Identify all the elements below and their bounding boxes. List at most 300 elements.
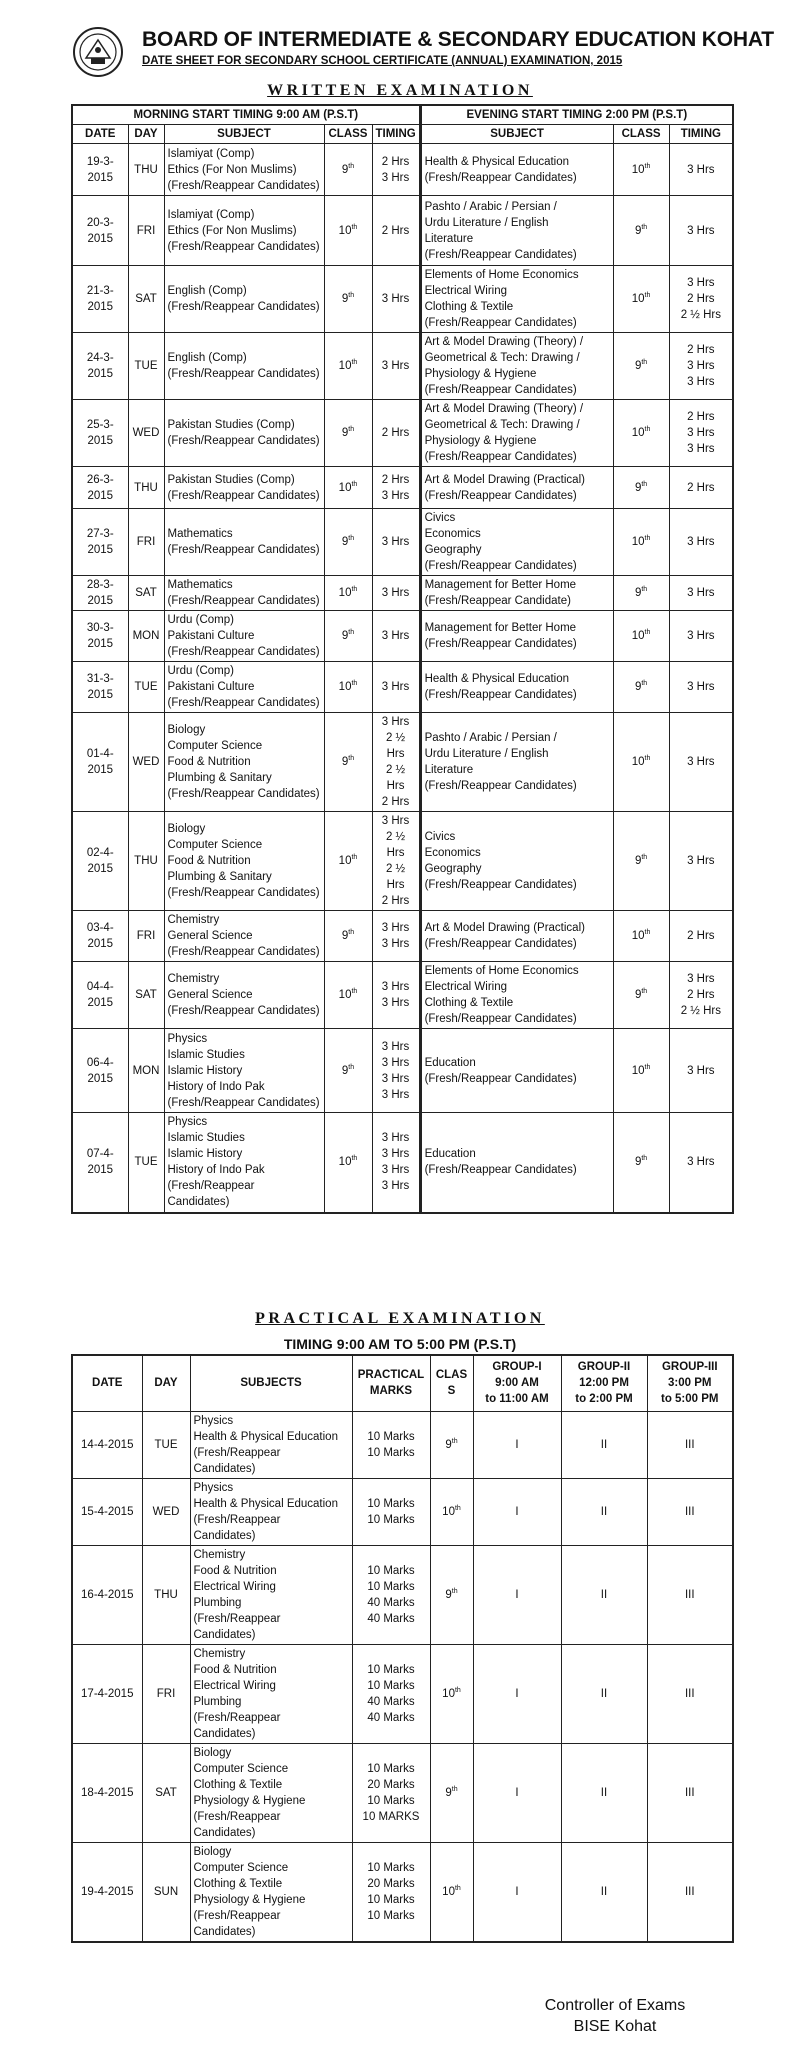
morning-subject-cell-text: Mathematics (Fresh/Reappear Candidates) xyxy=(167,579,320,607)
ordinal-suffix: th xyxy=(454,1884,461,1892)
evening-class-cell-text: 9 xyxy=(634,1156,642,1169)
practical-day-cell-text: SAT xyxy=(155,1786,177,1799)
practical-group1-cell xyxy=(473,1644,561,1743)
morning-timing-cell xyxy=(372,400,420,467)
practical-subjects-cell xyxy=(190,1743,352,1842)
practical-marks-cell-text: 10 Marks 10 Marks xyxy=(367,1430,415,1459)
evening-class-cell xyxy=(613,576,669,611)
evening-subject-cell xyxy=(420,576,613,611)
written-row xyxy=(72,962,733,1029)
ordinal-suffix: th xyxy=(644,292,651,300)
ordinal-suffix: th xyxy=(454,1686,461,1694)
day-cell-text: THU xyxy=(134,855,158,867)
morning-class-cell-text: 9 xyxy=(341,293,349,305)
ordinal-suffix: th xyxy=(644,929,651,937)
evening-timing-cell xyxy=(669,509,733,576)
evening-timing-cell xyxy=(669,576,733,611)
ordinal-suffix: th xyxy=(451,1437,458,1445)
date-cell xyxy=(72,812,128,911)
practical-subjects-cell-text: Physics Health & Physical Education (Fresh/Reappear Candidates) xyxy=(193,1481,338,1542)
morning-timing-cell-text: 3 Hrs xyxy=(381,681,410,693)
written-exam-title: WRITTEN EXAMINATION xyxy=(267,82,533,99)
practical-subjects-cell-text: Physics Health & Physical Education (Fresh/Reappear Candidates) xyxy=(193,1414,338,1475)
evening-class-cell xyxy=(613,1113,669,1213)
morning-class-cell xyxy=(324,1029,372,1113)
morning-class-cell-text: 10 xyxy=(338,224,352,237)
morning-class-cell xyxy=(324,812,372,911)
ordinal-suffix: th xyxy=(351,223,358,231)
morning-class-cell xyxy=(324,713,372,812)
practical-day-cell xyxy=(142,1842,190,1942)
practical-class-cell-text: 10 xyxy=(442,1885,455,1898)
evening-timing-cell xyxy=(669,400,733,467)
evening-subject-cell-text: Civics Economics Geography (Fresh/Reappear Candidates) xyxy=(424,831,577,891)
practical-exam-table xyxy=(71,1354,734,1943)
evening-timing-cell-text: 3 Hrs 2 Hrs 2 ½ Hrs xyxy=(680,973,721,1017)
day-cell-text: THU xyxy=(134,163,158,176)
day-cell xyxy=(128,196,164,266)
morning-timing-cell xyxy=(372,1113,420,1213)
date-cell-text: 26-3-2015 xyxy=(86,473,114,502)
date-cell xyxy=(72,1113,128,1213)
morning-class-cell xyxy=(324,467,372,509)
morning-subject-cell xyxy=(164,812,324,911)
practical-day-cell xyxy=(142,1411,190,1478)
morning-subject-cell xyxy=(164,962,324,1029)
ordinal-suffix: th xyxy=(348,755,355,763)
morning-class-cell xyxy=(324,1113,372,1213)
morning-timing-cell-text: 2 Hrs xyxy=(381,427,410,439)
practical-class-cell xyxy=(430,1545,473,1644)
col-morning-timing-header: TIMING xyxy=(372,125,420,144)
evening-class-cell-text: 10 xyxy=(631,1064,645,1077)
practical-group3-cell-text: III xyxy=(684,1505,695,1518)
date-cell xyxy=(72,662,128,713)
ordinal-suffix: th xyxy=(351,854,358,862)
practical-subjects-cell-text: Chemistry Food & Nutrition Electrical Wiring Plumbing (Fresh/Reappear Candidates) xyxy=(193,1647,281,1740)
written-row xyxy=(72,911,733,962)
morning-class-cell xyxy=(324,662,372,713)
evening-timing-cell-text: 3 Hrs xyxy=(687,536,715,548)
evening-subject-cell xyxy=(420,662,613,713)
evening-subject-cell-text: Elements of Home Economics Electrical Wiring Clothing & Textile (Fresh/Reappear Candidates) xyxy=(424,965,579,1025)
morning-subject-cell xyxy=(164,576,324,611)
evening-session-header: EVENING START TIMING 2:00 PM (P.S.T) xyxy=(420,105,733,125)
morning-subject-cell-text: English (Comp) (Fresh/Reappear Candidates) xyxy=(167,285,320,313)
date-cell-text: 04-4-2015 xyxy=(86,981,114,1009)
evening-timing-cell-text: 3 Hrs xyxy=(687,163,715,176)
ordinal-suffix: th xyxy=(348,426,355,434)
evening-timing-cell xyxy=(669,962,733,1029)
practical-group1-cell xyxy=(473,1411,561,1478)
ordinal-suffix: th xyxy=(641,480,648,488)
evening-subject-cell-text: Health & Physical Education (Fresh/Reappear Candidates) xyxy=(424,673,577,701)
ordinal-suffix: th xyxy=(348,292,355,300)
date-cell xyxy=(72,1029,128,1113)
evening-timing-cell-text: 2 Hrs xyxy=(687,481,715,494)
day-cell xyxy=(128,812,164,911)
written-row xyxy=(72,1113,733,1213)
day-cell-text: SAT xyxy=(135,293,157,305)
date-cell xyxy=(72,509,128,576)
morning-class-cell-text: 10 xyxy=(338,360,352,372)
evening-timing-cell-text: 3 Hrs 2 Hrs 2 ½ Hrs xyxy=(680,277,721,321)
evening-subject-cell-text: Art & Model Drawing (Theory) / Geometrical & Tech: Drawing / Physiology & Hygiene (Fresh/Reappear Candidates) xyxy=(424,336,584,396)
evening-subject-cell xyxy=(420,266,613,333)
evening-timing-cell xyxy=(669,713,733,812)
morning-class-cell xyxy=(324,266,372,333)
morning-class-cell xyxy=(324,196,372,266)
date-sheet-subtitle: DATE SHEET FOR SECONDARY SCHOOL CERTIFICATE (ANNUAL) EXAMINATION, 2015 xyxy=(142,55,623,67)
morning-timing-cell xyxy=(372,144,420,196)
ordinal-suffix: th xyxy=(641,359,648,367)
date-cell-text: 25-3-2015 xyxy=(86,419,114,447)
board-name: BOARD OF INTERMEDIATE & SECONDARY EDUCATION KOHAT xyxy=(142,28,774,51)
date-cell-text: 24-3-2015 xyxy=(86,352,114,380)
practical-group3-cell xyxy=(647,1644,733,1743)
practical-row xyxy=(72,1842,733,1942)
evening-class-cell xyxy=(613,713,669,812)
date-cell xyxy=(72,576,128,611)
ordinal-suffix: th xyxy=(454,1504,461,1512)
date-cell-text: 31-3-2015 xyxy=(86,673,114,701)
ordinal-suffix: th xyxy=(644,1063,651,1071)
morning-timing-cell xyxy=(372,611,420,662)
morning-timing-cell-text: 3 Hrs 3 Hrs xyxy=(381,922,410,950)
morning-timing-cell-text: 3 Hrs xyxy=(381,293,410,305)
evening-class-cell xyxy=(613,1029,669,1113)
ordinal-suffix: th xyxy=(348,929,355,937)
practical-subjects-cell xyxy=(190,1478,352,1545)
evening-subject-cell xyxy=(420,962,613,1029)
practical-group3-cell xyxy=(647,1545,733,1644)
evening-class-cell-text: 10 xyxy=(631,756,645,768)
practical-group2-cell-text: II xyxy=(600,1505,608,1518)
practical-group3-cell xyxy=(647,1478,733,1545)
practical-group2-cell xyxy=(561,1478,647,1545)
practical-subjects-cell-text: Chemistry Food & Nutrition Electrical Wiring Plumbing (Fresh/Reappear Candidates) xyxy=(193,1548,281,1641)
written-row xyxy=(72,713,733,812)
evening-subject-cell-text: Management for Better Home (Fresh/Reappear Candidate) xyxy=(424,579,577,607)
morning-subject-cell xyxy=(164,611,324,662)
day-cell xyxy=(128,144,164,196)
practical-date-cell-text: 15-4-2015 xyxy=(81,1505,134,1518)
day-cell xyxy=(128,467,164,509)
morning-subject-cell-text: Physics Islamic Studies Islamic History History of Indo Pak (Fresh/Reappear Candidates) xyxy=(167,1032,320,1109)
practical-subjects-cell xyxy=(190,1842,352,1942)
morning-class-cell-text: 10 xyxy=(338,481,352,494)
ordinal-suffix: th xyxy=(641,1155,648,1163)
ordinal-suffix: th xyxy=(644,426,651,434)
morning-timing-cell xyxy=(372,196,420,266)
practical-date-cell-text: 19-4-2015 xyxy=(81,1885,134,1898)
practical-group2-cell-text: II xyxy=(600,1687,608,1700)
signatory-title: Controller of Exams xyxy=(544,1997,686,2014)
day-cell xyxy=(128,611,164,662)
practical-subjects-cell-text: Biology Computer Science Clothing & Textile Physiology & Hygiene (Fresh/Reappear Candidates) xyxy=(193,1746,306,1839)
morning-class-cell-text: 9 xyxy=(341,427,349,439)
day-cell-text: WED xyxy=(132,756,160,768)
practical-day-cell-text: SUN xyxy=(153,1885,179,1898)
date-cell-text: 07-4-2015 xyxy=(86,1148,114,1177)
morning-timing-cell xyxy=(372,509,420,576)
practical-group1-cell-text: I xyxy=(515,1687,519,1700)
evening-subject-cell xyxy=(420,911,613,962)
practical-class-cell-text: 9 xyxy=(445,1588,452,1601)
date-cell xyxy=(72,196,128,266)
date-cell-text: 30-3-2015 xyxy=(86,622,114,650)
evening-timing-cell xyxy=(669,911,733,962)
practical-row xyxy=(72,1411,733,1478)
evening-subject-cell xyxy=(420,333,613,400)
written-row xyxy=(72,576,733,611)
morning-subject-cell-text: Islamiyat (Comp) Ethics (For Non Muslims) (Fresh/Reappear Candidates) xyxy=(167,208,320,253)
ordinal-suffix: th xyxy=(348,535,355,543)
evening-timing-cell-text: 2 Hrs 3 Hrs 3 Hrs xyxy=(687,411,715,455)
evening-class-cell xyxy=(613,467,669,509)
practical-date-cell xyxy=(72,1478,142,1545)
ordinal-suffix: th xyxy=(451,1587,458,1595)
practical-date-cell-text: 14-4-2015 xyxy=(81,1438,134,1451)
evening-subject-cell-text: Elements of Home Economics Electrical Wiring Clothing & Textile (Fresh/Reappear Candidates) xyxy=(424,269,579,329)
date-cell-text: 21-3-2015 xyxy=(86,285,114,313)
evening-class-cell xyxy=(613,812,669,911)
ordinal-suffix: th xyxy=(348,1063,355,1071)
evening-class-cell xyxy=(613,911,669,962)
morning-subject-cell xyxy=(164,509,324,576)
evening-subject-cell xyxy=(420,196,613,266)
practical-group3-cell xyxy=(647,1842,733,1942)
practical-date-cell-text: 17-4-2015 xyxy=(81,1687,134,1700)
morning-timing-cell-text: 3 Hrs 3 Hrs 3 Hrs 3 Hrs xyxy=(381,1040,410,1101)
evening-class-cell-text: 10 xyxy=(631,536,645,548)
date-cell xyxy=(72,266,128,333)
evening-class-cell xyxy=(613,333,669,400)
col-morning-class-header: CLASS xyxy=(324,125,372,144)
evening-subject-cell xyxy=(420,812,613,911)
practical-group2-cell xyxy=(561,1411,647,1478)
day-cell xyxy=(128,576,164,611)
evening-class-cell-text: 10 xyxy=(631,163,645,176)
practical-row xyxy=(72,1644,733,1743)
practical-class-cell-text: 9 xyxy=(445,1786,452,1799)
morning-class-cell-text: 10 xyxy=(338,587,352,599)
morning-timing-cell-text: 3 Hrs xyxy=(381,587,410,599)
evening-class-cell-text: 9 xyxy=(634,587,642,599)
ordinal-suffix: th xyxy=(348,162,355,170)
col-evening-class-header: CLASS xyxy=(613,125,669,144)
evening-class-cell-text: 10 xyxy=(631,630,645,642)
written-row xyxy=(72,611,733,662)
practical-group2-cell-text: II xyxy=(600,1588,608,1601)
date-cell xyxy=(72,144,128,196)
written-row xyxy=(72,196,733,266)
practical-marks-cell xyxy=(352,1411,430,1478)
practical-group1-cell xyxy=(473,1545,561,1644)
morning-subject-cell xyxy=(164,400,324,467)
ordinal-suffix: th xyxy=(644,535,651,543)
page-header xyxy=(72,26,774,78)
practical-group3-cell xyxy=(647,1743,733,1842)
written-row xyxy=(72,662,733,713)
evening-subject-cell-text: Education (Fresh/Reappear Candidates) xyxy=(424,1148,577,1177)
practical-marks-cell xyxy=(352,1644,430,1743)
evening-timing-cell xyxy=(669,812,733,911)
day-cell-text: FRI xyxy=(136,536,156,548)
signatory-office: BISE Kohat xyxy=(573,2018,657,2035)
evening-subject-cell-text: Civics Economics Geography (Fresh/Reappear Candidates) xyxy=(424,512,577,572)
morning-class-cell xyxy=(324,400,372,467)
written-row xyxy=(72,467,733,509)
written-row xyxy=(72,509,733,576)
written-row xyxy=(72,266,733,333)
practical-col-class-header: CLAS S xyxy=(430,1355,473,1411)
signatory xyxy=(525,1995,705,2037)
morning-timing-cell-text: 3 Hrs 3 Hrs xyxy=(381,981,410,1009)
evening-timing-cell xyxy=(669,1029,733,1113)
morning-subject-cell-text: Pakistan Studies (Comp) (Fresh/Reappear Candidates) xyxy=(167,473,320,502)
practical-marks-cell-text: 10 Marks 10 Marks 40 Marks 40 Marks xyxy=(367,1663,415,1724)
practical-timing: TIMING 9:00 AM TO 5:00 PM (P.S.T) xyxy=(283,1336,517,1352)
practical-col-date-header: DATE xyxy=(72,1355,142,1411)
practical-date-cell xyxy=(72,1545,142,1644)
practical-row xyxy=(72,1743,733,1842)
practical-marks-cell xyxy=(352,1545,430,1644)
ordinal-suffix: th xyxy=(351,359,358,367)
morning-subject-cell xyxy=(164,662,324,713)
practical-class-cell xyxy=(430,1478,473,1545)
practical-col-group2-header: GROUP-II 12:00 PM to 2:00 PM xyxy=(561,1355,647,1411)
practical-group1-cell-text: I xyxy=(515,1885,519,1898)
morning-session-header: MORNING START TIMING 9:00 AM (P.S.T) xyxy=(72,105,420,125)
practical-col-marks-header: PRACTICAL MARKS xyxy=(352,1355,430,1411)
morning-class-cell-text: 9 xyxy=(341,756,349,768)
evening-class-cell xyxy=(613,962,669,1029)
morning-subject-cell xyxy=(164,713,324,812)
practical-date-cell xyxy=(72,1411,142,1478)
morning-class-cell xyxy=(324,911,372,962)
evening-subject-cell xyxy=(420,1113,613,1213)
practical-row xyxy=(72,1545,733,1644)
morning-class-cell xyxy=(324,611,372,662)
date-cell xyxy=(72,911,128,962)
practical-class-cell xyxy=(430,1411,473,1478)
practical-date-cell-text: 16-4-2015 xyxy=(81,1588,134,1601)
morning-class-cell-text: 10 xyxy=(338,855,352,867)
practical-class-cell xyxy=(430,1842,473,1942)
date-cell-text: 20-3-2015 xyxy=(86,216,114,245)
written-row xyxy=(72,144,733,196)
practical-class-cell-text: 10 xyxy=(442,1505,455,1518)
evening-timing-cell-text: 3 Hrs xyxy=(687,1064,715,1077)
practical-subjects-cell xyxy=(190,1411,352,1478)
practical-group3-cell-text: III xyxy=(684,1687,695,1700)
practical-day-cell-text: FRI xyxy=(156,1687,176,1700)
practical-group3-cell-text: III xyxy=(684,1786,695,1799)
day-cell-text: TUE xyxy=(134,1156,158,1169)
date-cell-text: 02-4-2015 xyxy=(86,847,114,875)
evening-timing-cell xyxy=(669,266,733,333)
bise-kohat-seal-icon xyxy=(72,26,124,78)
evening-timing-cell-text: 3 Hrs xyxy=(687,756,715,768)
morning-subject-cell-text: Pakistan Studies (Comp) (Fresh/Reappear Candidates) xyxy=(167,419,320,447)
morning-timing-cell xyxy=(372,962,420,1029)
written-exam-table xyxy=(71,104,734,1214)
morning-timing-cell xyxy=(372,266,420,333)
evening-timing-cell xyxy=(669,333,733,400)
practical-date-cell xyxy=(72,1842,142,1942)
date-cell xyxy=(72,467,128,509)
day-cell-text: WED xyxy=(132,427,160,439)
practical-group1-cell xyxy=(473,1743,561,1842)
practical-marks-cell-text: 10 Marks 20 Marks 10 Marks 10 Marks xyxy=(367,1861,415,1922)
date-cell-text: 19-3-2015 xyxy=(86,155,114,184)
evening-timing-cell xyxy=(669,144,733,196)
ordinal-suffix: th xyxy=(641,586,648,594)
ordinal-suffix: th xyxy=(351,988,358,996)
col-morning-subject-header: SUBJECT xyxy=(164,125,324,144)
morning-subject-cell-text: Mathematics (Fresh/Reappear Candidates) xyxy=(167,528,320,556)
day-cell-text: FRI xyxy=(136,224,156,237)
morning-timing-cell xyxy=(372,911,420,962)
morning-timing-cell xyxy=(372,713,420,812)
morning-subject-cell-text: Urdu (Comp) Pakistani Culture (Fresh/Reappear Candidates) xyxy=(167,614,320,658)
practical-group1-cell-text: I xyxy=(515,1588,519,1601)
morning-class-cell xyxy=(324,144,372,196)
evening-timing-cell xyxy=(669,196,733,266)
practical-class-cell-text: 10 xyxy=(442,1687,455,1700)
evening-class-cell-text: 9 xyxy=(634,855,642,867)
evening-class-cell xyxy=(613,266,669,333)
morning-timing-cell-text: 3 Hrs xyxy=(381,360,410,372)
written-row xyxy=(72,1029,733,1113)
practical-group1-cell-text: I xyxy=(515,1786,519,1799)
day-cell xyxy=(128,509,164,576)
evening-subject-cell xyxy=(420,400,613,467)
day-cell xyxy=(128,400,164,467)
morning-subject-cell xyxy=(164,144,324,196)
practical-group2-cell xyxy=(561,1644,647,1743)
practical-group2-cell xyxy=(561,1545,647,1644)
practical-class-cell-text: 9 xyxy=(445,1438,452,1451)
ordinal-suffix: th xyxy=(641,223,648,231)
written-row xyxy=(72,400,733,467)
col-day-header: DAY xyxy=(128,125,164,144)
practical-group3-cell-text: III xyxy=(684,1438,695,1451)
morning-class-cell-text: 10 xyxy=(338,989,352,1001)
practical-day-cell-text: THU xyxy=(154,1588,178,1601)
evening-subject-cell-text: Art & Model Drawing (Practical) (Fresh/Reappear Candidates) xyxy=(424,473,585,502)
practical-marks-cell xyxy=(352,1478,430,1545)
ordinal-suffix: th xyxy=(348,629,355,637)
evening-class-cell xyxy=(613,144,669,196)
morning-class-cell-text: 10 xyxy=(338,681,352,693)
date-cell xyxy=(72,333,128,400)
practical-day-cell xyxy=(142,1743,190,1842)
practical-group2-cell-text: II xyxy=(600,1438,608,1451)
evening-class-cell-text: 9 xyxy=(634,224,642,237)
evening-class-cell-text: 10 xyxy=(631,930,645,942)
morning-timing-cell-text: 3 Hrs xyxy=(381,536,410,548)
practical-group3-cell-text: III xyxy=(684,1885,695,1898)
morning-subject-cell-text: Chemistry General Science (Fresh/Reappear Candidates) xyxy=(167,973,320,1017)
day-cell xyxy=(128,662,164,713)
morning-class-cell-text: 9 xyxy=(341,930,349,942)
practical-group3-cell-text: III xyxy=(684,1588,695,1601)
evening-subject-cell xyxy=(420,611,613,662)
written-row xyxy=(72,812,733,911)
practical-group1-cell xyxy=(473,1842,561,1942)
